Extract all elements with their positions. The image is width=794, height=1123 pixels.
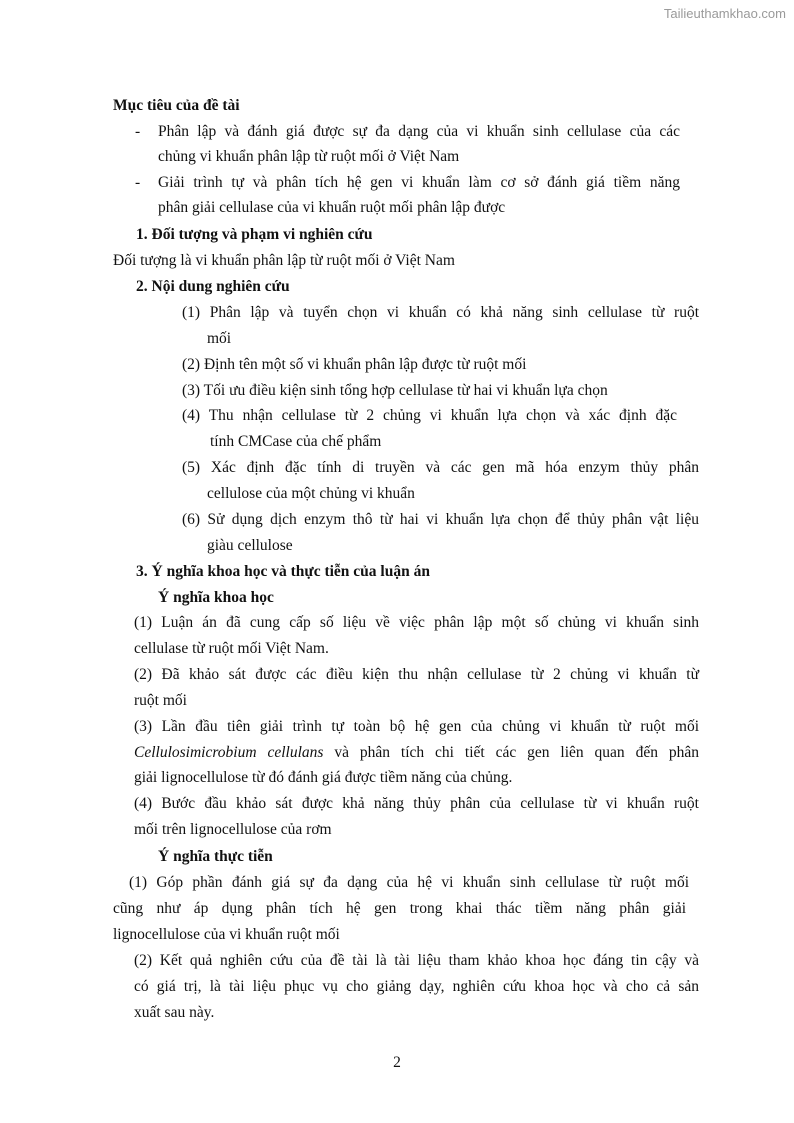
science-p1-line-2: cellulase từ ruột mối Việt Nam. (134, 640, 329, 657)
science-p3-line-2-rest: và phân tích chi tiết các gen liên quan đến phân (323, 744, 699, 761)
content-item-3: (3) Tối ưu điều kiện sinh tổng hợp cellulase từ hai vi khuẩn lựa chọn (182, 382, 608, 399)
content-item-2: (2) Định tên một số vi khuẩn phân lập được từ ruột mối (182, 356, 527, 373)
content-item-5-line-2: cellulose của một chủng vi khuẩn (207, 485, 415, 502)
practice-p2-line-2: có giá trị, là tài liệu phục vụ cho giảng dạy, nghiên cứu khoa học và cho cả sản (134, 978, 699, 995)
content-item-4-line-1: (4) Thu nhận cellulase từ 2 chủng vi khuẩn lựa chọn và xác định đặc (182, 407, 677, 424)
science-p3-line-2 (134, 742, 699, 764)
objective-1-line-2: chủng vi khuẩn phân lập từ ruột mối ở Việt Nam (158, 148, 460, 165)
bullet-dash: - (135, 123, 141, 140)
watermark: Tailieuthamkhao.com (663, 6, 786, 21)
species-name: Cellulosimicrobium cellulans (134, 744, 324, 761)
objective-1-line-1: Phân lập và đánh giá được sự đa dạng của vi khuẩn sinh cellulase của các (158, 123, 680, 140)
science-p4-line-1: (4) Bước đầu khảo sát được khả năng thủy phân của cellulase từ vi khuẩn ruột (134, 795, 699, 812)
content-item-5-line-1: (5) Xác định đặc tính di truyền và các gen mã hóa enzym thủy phân (182, 459, 699, 476)
science-heading: Ý nghĩa khoa học (158, 589, 274, 606)
content-item-6-line-2: giàu cellulose (207, 537, 293, 554)
content-item-1-line-2: mối (207, 330, 232, 347)
practice-p1-line-3: lignocellulose của vi khuẩn ruột mối (113, 926, 340, 943)
science-p2-line-2: ruột mối (134, 692, 187, 709)
section-1-text: Đối tượng là vi khuẩn phân lập từ ruột mối ở Việt Nam (113, 252, 455, 269)
science-p4-line-2: mối trên lignocellulose của rơm (134, 821, 332, 838)
practice-p2-line-1: (2) Kết quả nghiên cứu của đề tài là tài liệu tham khảo khoa học đáng tin cậy và (134, 952, 699, 969)
page-number: 2 (393, 1054, 401, 1071)
objective-2-line-2: phân giải cellulase của vi khuẩn ruột mối phân lập được (158, 199, 506, 216)
content-item-1-line-1: (1) Phân lập và tuyển chọn vi khuẩn có khả năng sinh cellulase từ ruột (182, 304, 699, 321)
practice-p1-line-2: cũng như áp dụng phân tích hệ gen trong khai thác tiềm năng phân giải (113, 900, 686, 917)
section-3-heading: 3. Ý nghĩa khoa học và thực tiễn của luận án (136, 563, 430, 580)
practice-heading: Ý nghĩa thực tiễn (158, 848, 273, 865)
section-2-heading: 2. Nội dung nghiên cứu (136, 278, 290, 295)
science-p3-line-3: giải lignocellulose từ đó đánh giá được tiềm năng của chủng. (134, 769, 513, 786)
objective-2-line-1: Giải trình tự và phân tích hệ gen vi khuẩn làm cơ sở đánh giá tiềm năng (158, 174, 680, 191)
practice-p1-line-1: (1) Góp phần đánh giá sự đa dạng của hệ vi khuẩn sinh cellulase từ ruột mối (129, 874, 689, 891)
bullet-dash: - (135, 174, 141, 191)
content-item-6-line-1: (6) Sử dụng dịch enzym thô từ hai vi khuẩn lựa chọn để thủy phân vật liệu (182, 511, 699, 528)
science-p1-line-1: (1) Luận án đã cung cấp số liệu về việc phân lập một số chủng vi khuẩn sinh (134, 614, 699, 631)
objectives-heading: Mục tiêu của đề tài (113, 97, 240, 114)
science-p3-line-1: (3) Lần đầu tiên giải trình tự toàn bộ hệ gen của chủng vi khuẩn từ ruột mối (134, 718, 699, 735)
practice-p2-line-3: xuất sau này. (134, 1004, 215, 1021)
section-1-heading: 1. Đối tượng và phạm vi nghiên cứu (136, 226, 373, 243)
content-item-4-line-2: tính CMCase của chế phẩm (210, 433, 382, 450)
science-p2-line-1: (2) Đã khảo sát được các điều kiện thu nhận cellulase từ 2 chủng vi khuẩn từ (134, 666, 699, 683)
